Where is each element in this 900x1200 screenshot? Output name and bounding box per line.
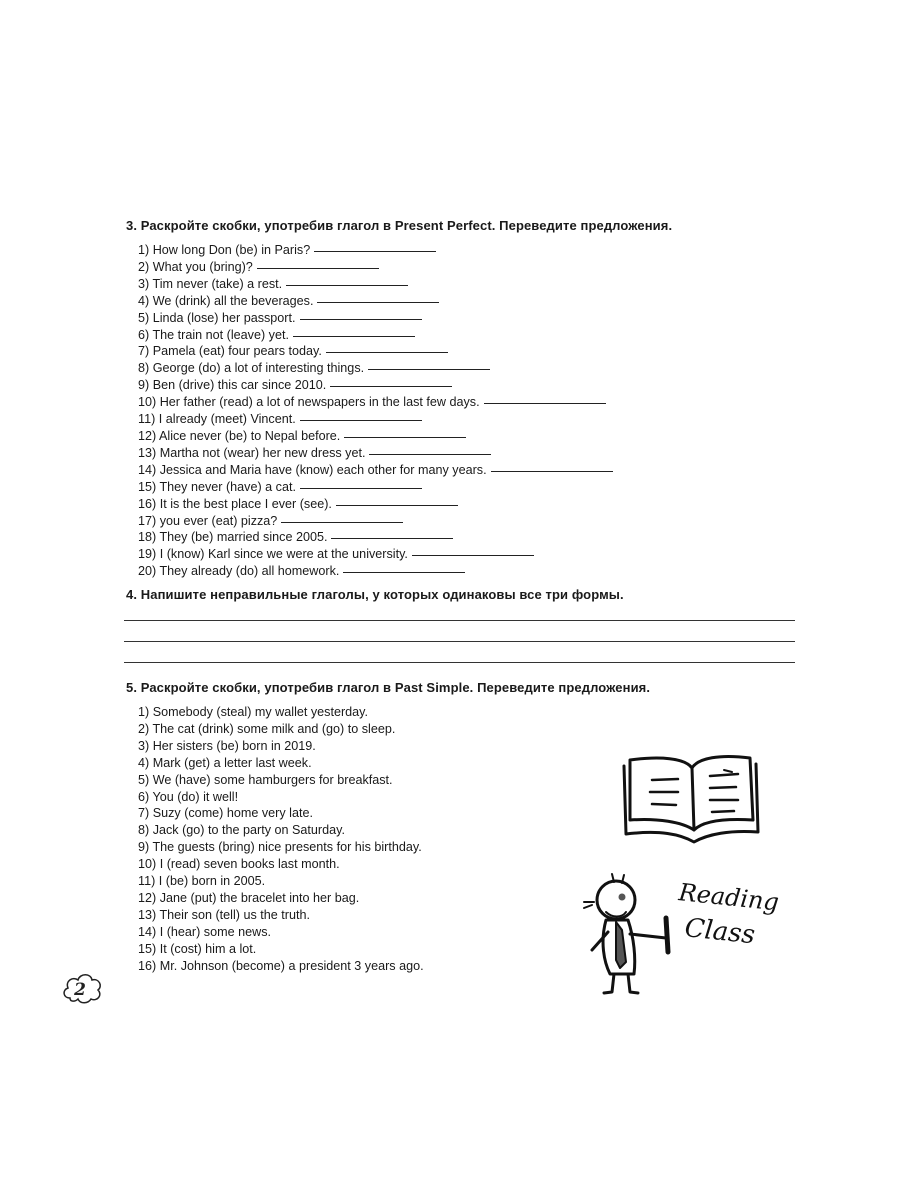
answer-blank[interactable] [343, 571, 465, 573]
list-item: 5) Linda (lose) her passport. [138, 310, 613, 327]
answer-blank[interactable] [484, 402, 606, 404]
list-item: 14) Jessica and Maria have (know) each other for many years. [138, 462, 613, 479]
illustration-text-reading: Reading [677, 878, 781, 917]
answer-blank[interactable] [257, 267, 379, 269]
list-item: 12) Alice never (be) to Nepal before. [138, 428, 613, 445]
stick-figure-icon [584, 874, 668, 993]
exercise-3-list [138, 242, 613, 580]
reading-class-illustration [570, 752, 790, 1002]
list-item: 19) I (know) Karl since we were at the university. [138, 546, 613, 563]
answer-blank[interactable] [326, 351, 448, 353]
writing-line[interactable] [124, 641, 795, 642]
list-item: 15) It (cost) him a lot. [138, 941, 257, 956]
list-item: 3) Tim never (take) a rest. [138, 276, 613, 293]
answer-blank[interactable] [344, 436, 466, 438]
list-item: 20) They already (do) all homework. [138, 563, 613, 580]
list-item: 6) You (do) it well! [138, 789, 239, 804]
list-item: 11) I (be) born in 2005. [138, 874, 266, 889]
exercise-3-title: 3. Раскройте скобки, употребив глагол в Present Perfect. Переведите предложения. [126, 218, 673, 233]
list-item: 13) Martha not (wear) her new dress yet. [138, 445, 613, 462]
answer-blank[interactable] [330, 385, 452, 387]
list-item: 10) I (read) seven books last month. [138, 857, 340, 872]
list-item: 16) Mr. Johnson (become) a president 3 years ago. [138, 958, 424, 973]
list-item: 6) The train not (leave) yet. [138, 327, 613, 344]
list-item: 14) I (hear) some news. [138, 924, 271, 939]
answer-blank[interactable] [314, 250, 436, 252]
page-number: 2 [74, 980, 86, 1000]
list-item: 17) you ever (eat) pizza? [138, 513, 613, 530]
list-item: 7) Pamela (eat) four pears today. [138, 343, 613, 360]
open-book-icon [624, 756, 758, 842]
writing-line[interactable] [124, 620, 795, 621]
list-item: 15) They never (have) a cat. [138, 479, 613, 496]
answer-blank[interactable] [331, 537, 453, 539]
answer-blank[interactable] [293, 335, 415, 337]
list-item: 10) Her father (read) a lot of newspapers in the last few days. [138, 394, 613, 411]
list-item: 16) It is the best place I ever (see). [138, 496, 613, 513]
exercise-5-list [138, 704, 424, 975]
answer-blank[interactable] [336, 504, 458, 506]
writing-line[interactable] [124, 662, 795, 663]
answer-blank[interactable] [369, 453, 491, 455]
answer-blank[interactable] [412, 554, 534, 556]
illustration-text-class: Class [683, 913, 757, 951]
answer-blank[interactable] [317, 301, 439, 303]
page-number-badge [60, 968, 104, 1006]
list-item: 12) Jane (put) the bracelet into her bag. [138, 890, 360, 905]
list-item: 9) Ben (drive) this car since 2010. [138, 377, 613, 394]
list-item: 3) Her sisters (be) born in 2019. [138, 738, 316, 753]
list-item: 8) Jack (go) to the party on Saturday. [138, 823, 345, 838]
list-item: 11) I already (meet) Vincent. [138, 411, 613, 428]
answer-blank[interactable] [300, 487, 422, 489]
answer-blank[interactable] [300, 318, 422, 320]
exercise-5-title: 5. Раскройте скобки, употребив глагол в Past Simple. Переведите предложения. [126, 680, 651, 695]
list-item: 8) George (do) a lot of interesting things. [138, 360, 613, 377]
list-item: 1) How long Don (be) in Paris? [138, 242, 613, 259]
list-item: 13) Their son (tell) us the truth. [138, 907, 310, 922]
list-item: 7) Suzy (come) home very late. [138, 806, 313, 821]
list-item: 2) The cat (drink) some milk and (go) to sleep. [138, 721, 396, 736]
exercise-4-title: 4. Напишите неправильные глаголы, у которых одинаковы все три формы. [126, 587, 624, 602]
list-item: 4) Mark (get) a letter last week. [138, 755, 312, 770]
answer-blank[interactable] [368, 368, 490, 370]
answer-blank[interactable] [300, 419, 422, 421]
answer-blank[interactable] [286, 284, 408, 286]
list-item: 2) What you (bring)? [138, 259, 613, 276]
answer-blank[interactable] [281, 521, 403, 523]
list-item: 1) Somebody (steal) my wallet yesterday. [138, 705, 369, 719]
list-item: 18) They (be) married since 2005. [138, 529, 613, 546]
list-item: 9) The guests (bring) nice presents for his birthday. [138, 840, 422, 855]
list-item: 4) We (drink) all the beverages. [138, 293, 613, 310]
list-item: 5) We (have) some hamburgers for breakfast. [138, 772, 393, 787]
answer-blank[interactable] [491, 470, 613, 472]
